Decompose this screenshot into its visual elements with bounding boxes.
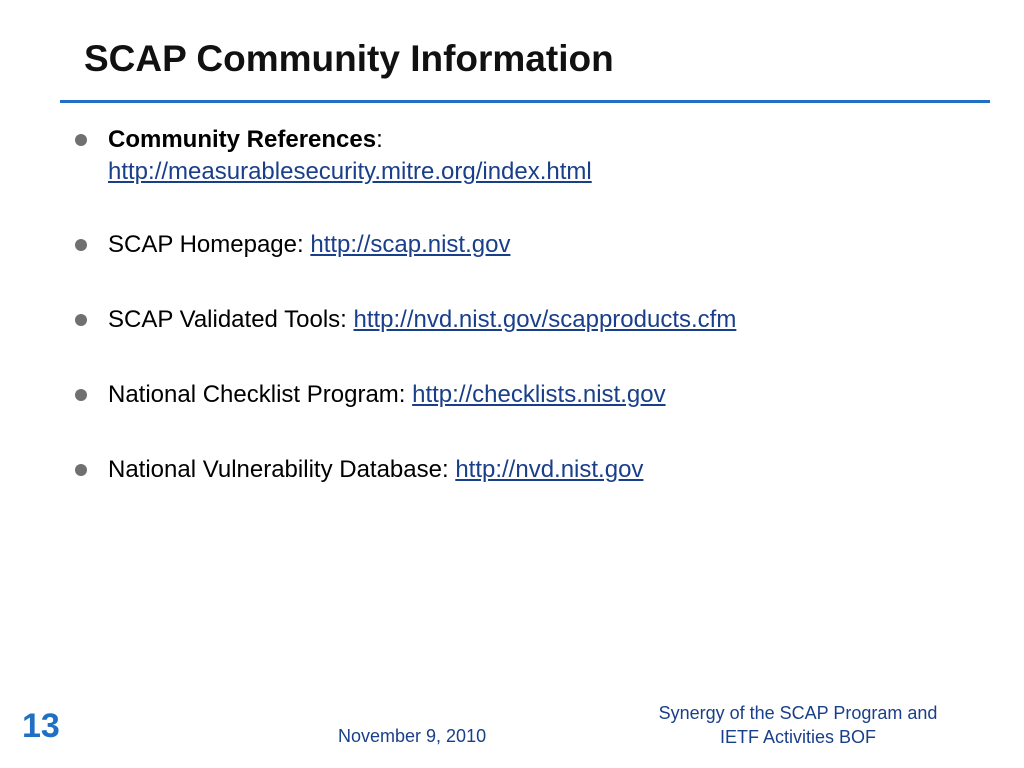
national-checklist-program-link[interactable]: http://checklists.nist.gov — [412, 381, 666, 408]
scap-homepage-link[interactable]: http://scap.nist.gov — [310, 231, 511, 258]
bullet-icon — [75, 314, 87, 326]
community-references-label: Community References — [108, 126, 377, 153]
footer-title-line-2: IETF Activities BOF — [719, 727, 877, 747]
list-item — [108, 229, 510, 261]
bullet-icon — [75, 134, 87, 146]
footer-title-line-1: Synergy of the SCAP Program and — [658, 703, 938, 723]
bullet-icon — [75, 464, 87, 476]
community-references-link[interactable]: http://measurablesecurity.mitre.org/index.html — [108, 158, 592, 185]
national-vulnerability-database-link[interactable]: http://nvd.nist.gov — [455, 456, 644, 483]
scap-homepage-label: SCAP Homepage: — [108, 231, 311, 258]
slide-title: SCAP Community Information — [84, 38, 614, 79]
bullet-icon — [75, 389, 87, 401]
slide-number: 13 — [22, 707, 60, 745]
scap-validated-tools-link[interactable]: http://nvd.nist.gov/scapproducts.cfm — [353, 306, 737, 333]
national-vulnerability-database-label: National Vulnerability Database: — [108, 456, 456, 483]
footer-presentation-title — [626, 701, 970, 749]
list-item — [108, 454, 643, 486]
label-separator: : — [376, 126, 383, 153]
list-item — [108, 379, 666, 411]
footer-date: November 9, 2010 — [338, 726, 487, 746]
list-item — [108, 124, 592, 188]
national-checklist-program-label: National Checklist Program: — [108, 381, 413, 408]
scap-validated-tools-label: SCAP Validated Tools: — [108, 306, 354, 333]
list-item — [108, 304, 736, 336]
bullet-icon — [75, 239, 87, 251]
